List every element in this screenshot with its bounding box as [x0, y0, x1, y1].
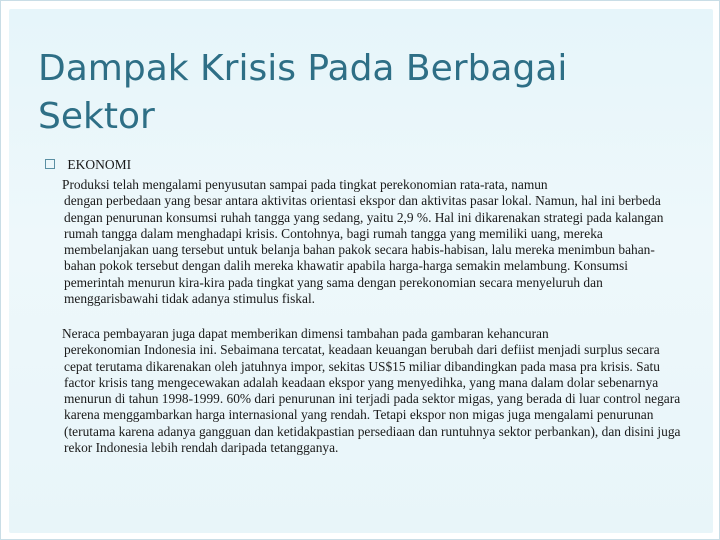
paragraph-balance-of-payments	[64, 326, 684, 456]
paragraph-balance-lead: Neraca pembayaran juga dapat memberikan dimensi tambahan pada gambaran kehancuran	[62, 326, 549, 341]
square-bullet-icon	[45, 159, 55, 169]
section-bullet	[45, 157, 685, 173]
paragraph-production-body: dengan perbedaan yang besar antara aktivitas orientasi ekspor dan aktivitas pasar lokal. Namun, hal ini berbeda dengan penurunan konsumsi ruhah tangga yang sedang, yaitu 2,9 %. Hal ini dikarenakan strategi pada kalangan rumah tangga dalam menghadapi krisis. Contohnya, bagi rumah tangga yang memiliki uang, mereka membelanjakan uang tersebut untuk belanja bahan pakok secara habis-habisan, lalu mereka menimbun bahan-bahan pokok tersebut dengan dalih mereka khawatir apabila harga-harga semakin melambung. Konsumsi pemerintah menurun kira-kira pada tingkat yang sama dengan perekonomian secara menyeluruh dan menggarisbawahi tidak adanya stimulus fiskal.	[64, 193, 664, 307]
paragraph-production-lead: Produksi telah mengalami penyusutan sampai pada tingkat perekonomian rata-rata, namun	[62, 177, 548, 192]
section-heading: EKONOMI	[67, 157, 132, 172]
paragraph-production	[64, 177, 684, 307]
paragraph-balance-body: perekonomian Indonesia ini. Sebaimana tercatat, keadaan keuangan berubah dari defiist menjadi surplus secara cepat terutama dikarenakan oleh jatuhnya impor, sekitas US$15 miliar dibandingkan pada masa pra krisis. Satu factor krisis tang mengecewakan adalah keadaan ekspor yang menyedihka, yang mana dalam dolar sebenarnya menurun di tahun 1998-1999. 60% dari penurunan ini terjadi pada sektor migas, yang berada di luar control negara karena menggambarkan harga internasional yang rendah. Tetapi ekspor non migas juga mengalami penurunan (terutama karena adanya gangguan dan ketidakpastian persediaan dan runtuhnya sektor perbankan), dan disini juga rekor Indonesia lebih rendah daripada tetangganya.	[64, 342, 681, 456]
slide-title: Dampak Krisis Pada Berbagai Sektor	[38, 48, 568, 137]
